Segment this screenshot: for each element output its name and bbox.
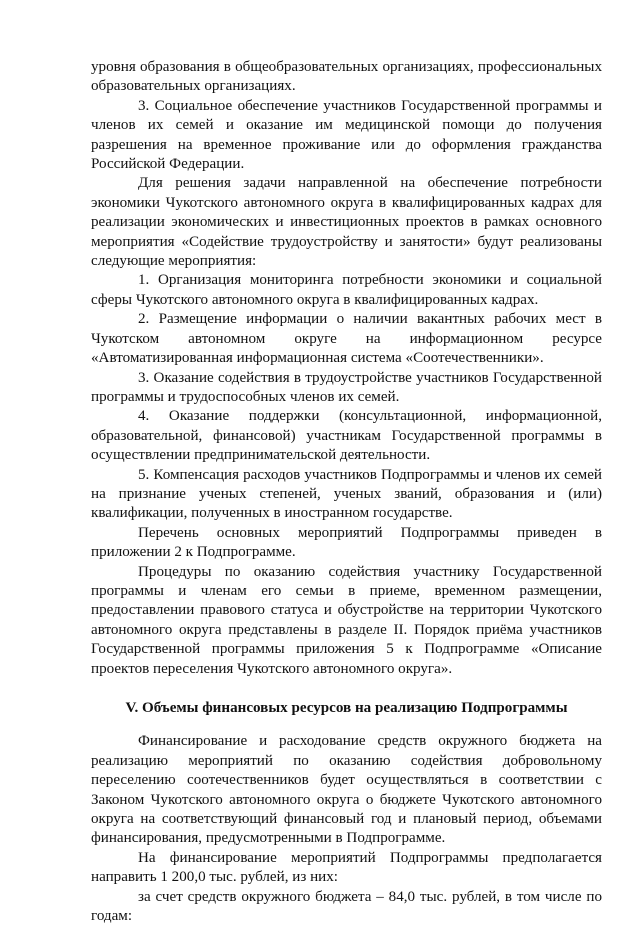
paragraph: Финансирование и расходование средств окружного бюджета на реализацию мероприятий по оказанию содействия добровольному переселению соотечественников будет осуществляться в соответствии с Законом Чукотского автономного округа о бюджете Чукотского автономного округа на соответствующий финансовый год и плановый период, объемами финансирования, предусмотренными в Подпрограмме. xyxy=(91,733,602,847)
paragraph: На финансирование мероприятий Подпрограммы предполагается направить 1 200,0 тыс. рублей, из них: xyxy=(91,849,602,886)
paragraph: 3. Социальное обеспечение участников Государственной программы и членов их семей и оказание им медицинской помощи до получения разрешения на временное проживание или до оформления гражданства Российской Федерации. xyxy=(91,97,602,173)
paragraph: уровня образования в общеобразовательных организациях, профессиональных образовательных организациях. xyxy=(91,59,602,95)
paragraph: за счет средств окружного бюджета – 84,0 тыс. рублей, в том числе по годам: xyxy=(91,888,602,925)
paragraph: 3. Оказание содействия в трудоустройстве участников Государственной программы и трудоспособных членов их семей. xyxy=(91,369,602,405)
paragraph: Перечень основных мероприятий Подпрограммы приведен в приложении 2 к Подпрограмме. xyxy=(91,524,602,561)
paragraph: 1. Организация мониторинга потребности экономики и социальной сферы Чукотского автономного округа в квалифицированных кадрах. xyxy=(91,272,602,308)
paragraph: 4. Оказание поддержки (консультационной, информационной, образовательной, финансовой) участникам Государственной программы в осуществлении предпринимательской деятельности. xyxy=(91,408,602,464)
paragraphs-before xyxy=(91,58,602,679)
paragraph: 2. Размещение информации о наличии вакантных рабочих мест в Чукотском автономном округе на информационном ресурсе «Автоматизированная информационная система «Соотечественники». xyxy=(91,311,602,367)
paragraph: Для решения задачи направленной на обеспечение потребности экономики Чукотского автономного округа в квалифицированных кадрах для реализации экономических и инвестиционных проектов в рамках основного мероприятия «Содействие трудоустройству и занятости» будут реализованы следующие мероприятия: xyxy=(91,175,602,270)
section-heading: V. Объемы финансовых ресурсов на реализацию Подпрограммы xyxy=(125,700,568,716)
paragraph: 5. Компенсация расходов участников Подпрограммы и членов их семей на признание ученых степеней, ученых званий, образования и (или) квалификации, полученных в иностранном государстве. xyxy=(91,466,602,522)
paragraphs-after xyxy=(91,732,602,926)
paragraph: Процедуры по оказанию содействия участнику Государственной программы и членам его семьи в приеме, временном размещении, предоставлении правового статуса и обустройстве на территории Чукотского автономного округа представлены в разделе II. Порядок приёма участников Государственной программы приложения 5 к Подпрограмме «Описание проектов переселения Чукотского автономного округа». xyxy=(91,563,602,677)
